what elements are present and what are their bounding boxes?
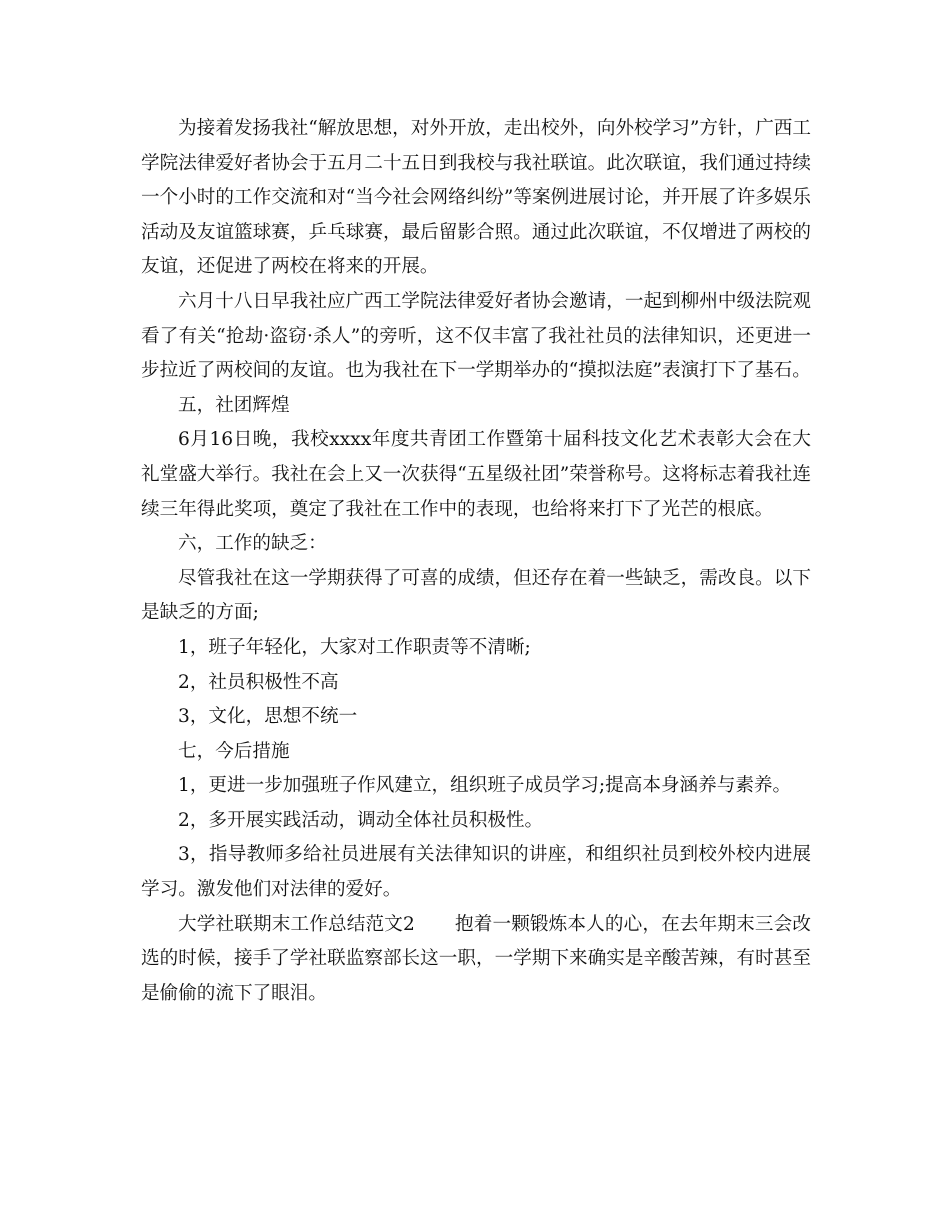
list-item-measure-3: 3，指导教师多给社员进展有关法律知识的讲座，和组织社员到校外校内进展学习。激发他们对法律的爱好。 — [141, 844, 811, 901]
paragraph-court-hearing: 六月十八日早我社应广西工学院法律爱好者协会邀请，一起到柳州中级法院观看了有关“抢劫·盗窃·杀人”的旁听，这不仅丰富了我社社员的法律知识，还更进一步拉近了两校间的友谊。也为我社在下一学期举办的“摸拟法庭”表演打下了基石。 — [141, 290, 811, 382]
document-body — [141, 112, 811, 1011]
list-item-measure-1: 1，更进一步加强班子作风建立，组织班子成员学习;提高本身涵养与素养。 — [178, 775, 792, 797]
heading-club-glory: 五，社团辉煌 — [178, 394, 290, 416]
paragraph-award: 6月16日晚，我校xxxx年度共青团工作暨第十届科技文化艺术表彰大会在大礼堂盛大举行。我社在会上又一次获得“五星级社团”荣誉称号。这将标志着我社连续三年得此奖项，奠定了我社在工作中的表现，也给将来打下了光芒的根底。 — [141, 429, 811, 520]
sample-2-body: 抱着一颗锻炼本人的心，在去年期末三会改选的时候，接手了学社联监察部长这一职，一学期下来确实是辛酸苦辣，有时甚至是偷偷的流下了眼泪。 — [141, 913, 811, 1004]
paragraph-shortcomings-intro: 尽管我社在这一学期获得了可喜的成绩，但还存在着一些缺乏，需改良。以下是缺乏的方面; — [141, 567, 811, 624]
sample-2-title: 大学社联期末工作总结范文2 — [178, 913, 415, 935]
paragraph-sample-2 — [141, 908, 811, 1012]
list-item-shortcoming-3: 3，文化，思想不统一 — [178, 706, 358, 728]
list-item-shortcoming-1: 1，班子年轻化，大家对工作职责等不清晰; — [178, 636, 531, 658]
list-item-shortcoming-2: 2，社员积极性不高 — [178, 671, 339, 693]
paragraph-exchange-visit: 为接着发扬我社“解放思想，对外开放，走出校外，向外校学习”方针，广西工学院法律爱好者协会于五月二十五日到我校与我社联谊。此次联谊，我们通过持续一个小时的工作交流和对“当今社会网络纠纷”等案例进展讨论，并开展了许多娱乐活动及友谊篮球赛，乒乓球赛，最后留影合照。通过此次联谊，不仅增进了两校的友谊，还促进了两校在将来的开展。 — [141, 118, 811, 278]
list-item-measure-2: 2，多开展实践活动，调动全体社员积极性。 — [178, 809, 544, 831]
heading-shortcomings: 六，工作的缺乏： — [178, 533, 327, 555]
heading-future-measures: 七，今后措施 — [178, 740, 290, 762]
